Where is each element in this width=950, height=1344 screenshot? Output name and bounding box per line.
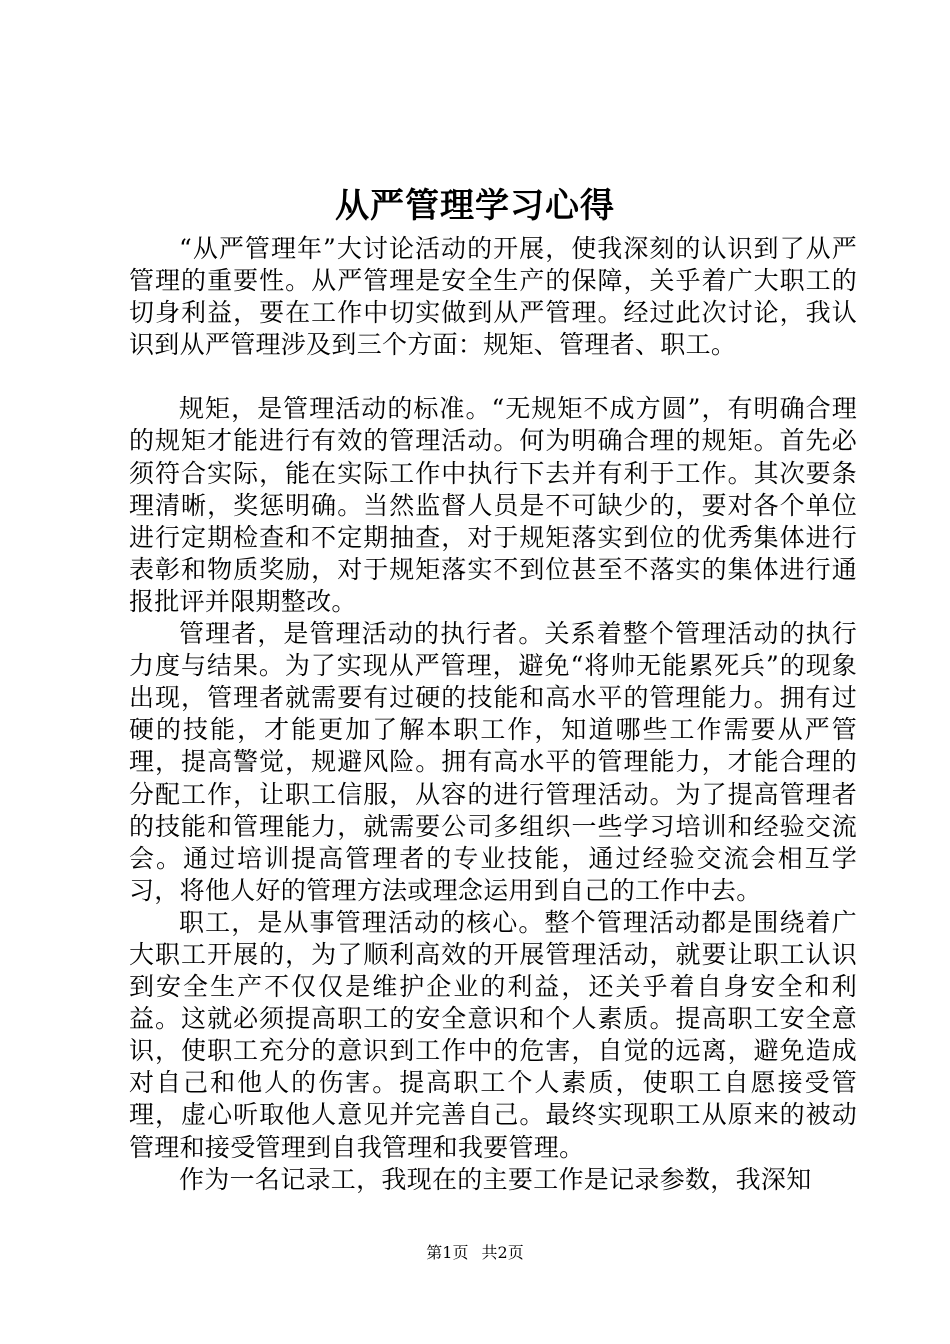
- paragraph-rules: 规矩，是管理活动的标准。“无规矩不成方圆”，有明确合理的规矩才能进行有效的管理活动。何为明确合理的规矩。首先必须符合实际，能在实际工作中执行下去并有利于工作。其次要条理清晰，奖惩明确。当然监督人员是不可缺少的，要对各个单位进行定期检查和不定期抽查，对于规矩落实到位的优秀集体进行表彰和物质奖励，对于规矩落实不到位甚至不落实的集体进行通报批评并限期整改。: [129, 394, 857, 616]
- paragraph-workers: 职工，是从事管理活动的核心。整个管理活动都是围绕着广大职工开展的，为了顺利高效的开展管理活动，就要让职工认识到安全生产不仅仅是维护企业的利益，还关乎着自身安全和利益。这就必须提高职工的安全意识和个人素质。提高职工安全意识，使职工充分的意识到工作中的危害，自觉的远离，避免造成对自己和他人的伤害。提高职工个人素质，使职工自愿接受管理，虚心听取他人意见并完善自己。最终实现职工从原来的被动管理和接受管理到自我管理和我要管理。: [129, 907, 857, 1162]
- document-title: 从严管理学习心得: [335, 186, 615, 226]
- paragraph-managers: 管理者，是管理活动的执行者。关系着整个管理活动的执行力度与结果。为了实现从严管理，避免“将帅无能累死兵”的现象出现，管理者就需要有过硬的技能和高水平的管理能力。拥有过硬的技能，才能更加了解本职工作，知道哪些工作需要从严管理，提高警觉，规避风险。拥有高水平的管理能力，才能合理的分配工作，让职工信服，从容的进行管理活动。为了提高管理者的技能和管理能力，就需要公司多组织一些学习培训和经验交流会。通过培训提高管理者的专业技能，通过经验交流会相互学习，将他人好的管理方法或理念运用到自己的工作中去。: [129, 619, 857, 905]
- paragraph-recorder: 作为一名记录工，我现在的主要工作是记录参数，我深知: [179, 1164, 812, 1194]
- page-number: 第1页: [426, 1243, 469, 1262]
- paragraph-intro: “从严管理年”大讨论活动的开展，使我深刻的认识到了从严管理的重要性。从严管理是安全生产的保障，关乎着广大职工的切身利益，要在工作中切实做到从严管理。经过此次讨论，我认识到从严管理涉及到三个方面：规矩、管理者、职工。: [129, 234, 857, 360]
- document-body: [129, 233, 857, 1196]
- page-total: 共2页: [481, 1243, 524, 1262]
- page-footer: [0, 1243, 950, 1263]
